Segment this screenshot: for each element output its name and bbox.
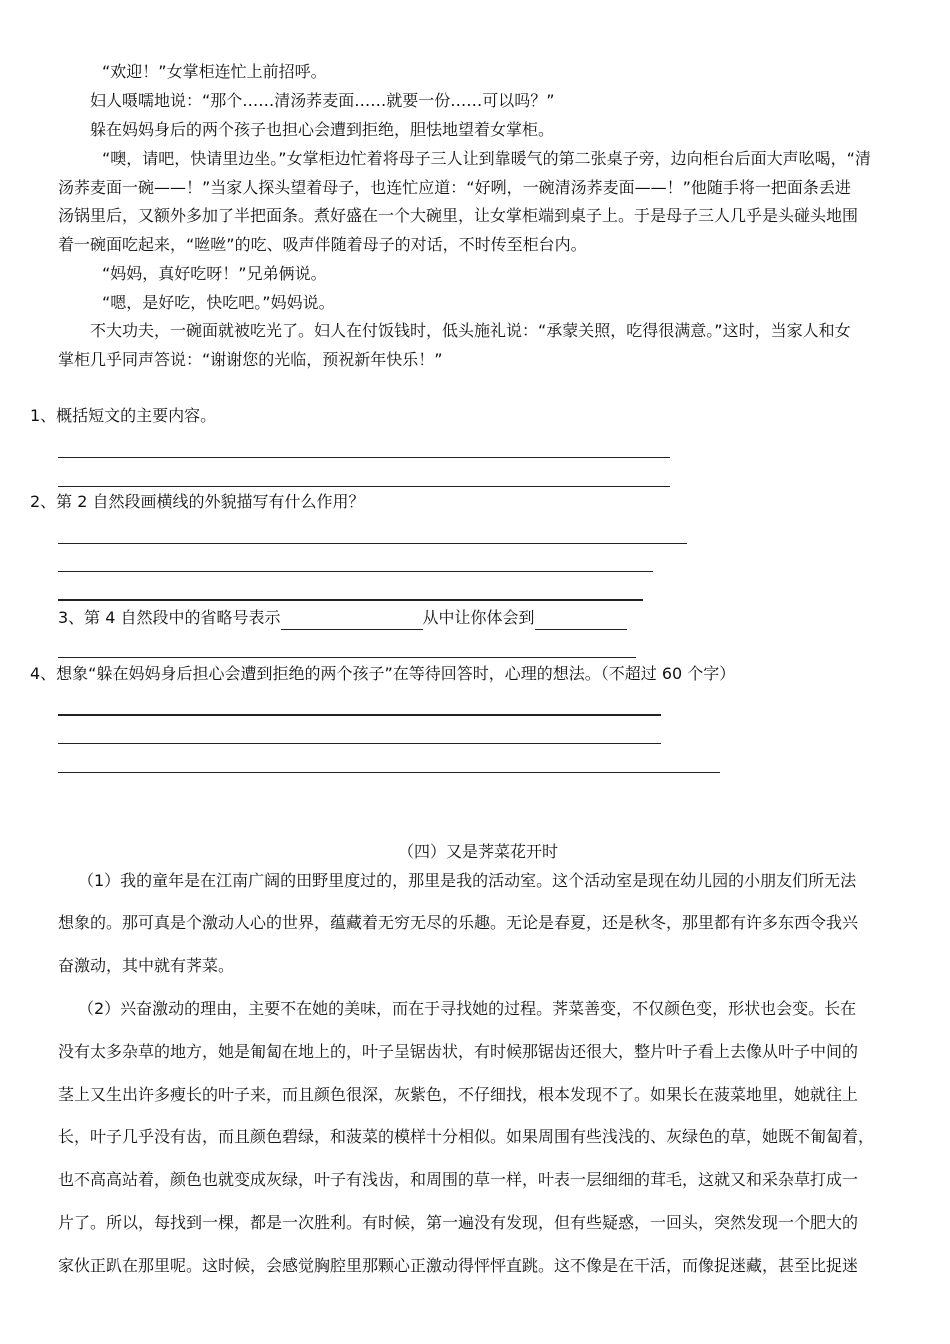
story-paragraph: 不大功夫，一碗面就被吃光了。妇人在付饭钱时，低头施礼说：“承蒙关照，吃得很满意。”这时，当家人和女 xyxy=(90,321,851,340)
section-line: 长，叶子几乎没有齿，而且颜色碧绿，和菠菜的模样十分相似。如果周围有些浅浅的、灰绿色的草，她既不匍匐着， xyxy=(58,1127,875,1146)
section-line: 也不高高站着，颜色也就变成灰绿，叶子有浅齿，和周围的草一样，叶表一层细细的茸毛，这就又和采杂草打成一 xyxy=(58,1170,859,1189)
answer-line[interactable] xyxy=(58,743,661,744)
question-3-part-a: 3、第 4 自然段中的省略号表示 xyxy=(58,608,281,627)
section-title: （四）又是荠菜花开时 xyxy=(398,842,559,861)
story-paragraph: “妈妈，真好吃呀！”兄弟俩说。 xyxy=(102,264,327,283)
story-paragraph: “欢迎！”女掌柜连忙上前招呼。 xyxy=(102,62,327,81)
answer-line[interactable] xyxy=(58,486,670,487)
section-line: 家伙正趴在那里呢。这时候，会感觉胸腔里那颗心正激动得怦怦直跳。这不像是在干活，而像捉迷藏，甚至比捉迷 xyxy=(58,1256,859,1275)
question-4: 4、想象“躲在妈妈身后担心会遭到拒绝的两个孩子”在等待回答时，心理的想法。（不超过 60 个字） xyxy=(30,664,736,683)
question-1: 1、概括短文的主要内容。 xyxy=(30,406,217,425)
answer-line[interactable] xyxy=(58,543,687,544)
story-paragraph: “噢，请吧，快请里边坐。”女掌柜边忙着将母子三人让到靠暖气的第二张桌子旁，边向柜台后面大声吆喝，“清 xyxy=(102,149,871,168)
answer-line[interactable] xyxy=(58,457,670,458)
story-paragraph: 妇人嗫嚅地说：“那个……清汤荞麦面……就要一份……可以吗？” xyxy=(90,91,555,110)
section-paragraph: （2）兴奋激动的理由，主要不在她的美味，而在于寻找她的过程。荠菜善变，不仅颜色变，形状也会变。长在 xyxy=(78,999,857,1018)
section-line: 片了。所以，每找到一棵，都是一次胜利。有时候，第一遍没有发现，但有些疑惑，一回头，突然发现一个肥大的 xyxy=(58,1213,859,1232)
answer-line[interactable] xyxy=(58,571,653,572)
story-line: 着一碗面吃起来，“咝咝”的吃、吸声伴随着母子的对话，不时传至柜台内。 xyxy=(58,235,587,254)
story-line: 掌柜几乎同声答说：“谢谢您的光临，预祝新年快乐！” xyxy=(58,350,443,369)
section-line: 茎上又生出许多瘦长的叶子来，而且颜色很深，灰紫色，不仔细找，根本发现不了。如果长在菠菜地里，她就往上 xyxy=(58,1085,859,1104)
story-paragraph: 躲在妈妈身后的两个孩子也担心会遭到拒绝，胆怯地望着女掌柜。 xyxy=(90,120,555,139)
answer-line[interactable] xyxy=(58,714,661,716)
question-3-part-b: 从中让你体会到 xyxy=(422,608,535,627)
section-line: 想象的。那可真是个激动人心的世界，蕴藏着无穷无尽的乐趣。无论是春夏，还是秋冬，那里都有许多东西令我兴 xyxy=(58,913,859,932)
answer-line[interactable] xyxy=(58,772,720,773)
question-2: 2、第 2 自然段画横线的外貌描写有什么作用？ xyxy=(30,492,365,511)
answer-line[interactable] xyxy=(58,657,636,658)
question-3 xyxy=(58,606,627,630)
answer-line[interactable] xyxy=(58,599,643,601)
story-paragraph: “嗯，是好吃，快吃吧。”妈妈说。 xyxy=(102,293,335,312)
story-line: 汤荞麦面一碗——！”当家人探头望着母子，也连忙应道：“好咧，一碗清汤荞麦面——！”他随手将一把面条丢进 xyxy=(58,178,851,197)
section-paragraph: （1）我的童年是在江南广阔的田野里度过的，那里是我的活动室。这个活动室是现在幼儿园的小朋友们所无法 xyxy=(78,871,857,890)
answer-blank[interactable] xyxy=(281,609,423,630)
section-line: 奋激动，其中就有荠菜。 xyxy=(58,956,235,975)
section-line: 没有太多杂草的地方，她是匍匐在地上的，叶子呈锯齿状，有时候那锯齿还很大，整片叶子看上去像从叶子中间的 xyxy=(58,1042,859,1061)
answer-blank[interactable] xyxy=(535,609,627,630)
story-line: 汤锅里后，又额外多加了半把面条。煮好盛在一个大碗里，让女掌柜端到桌子上。于是母子三人几乎是头碰头地围 xyxy=(58,206,859,225)
